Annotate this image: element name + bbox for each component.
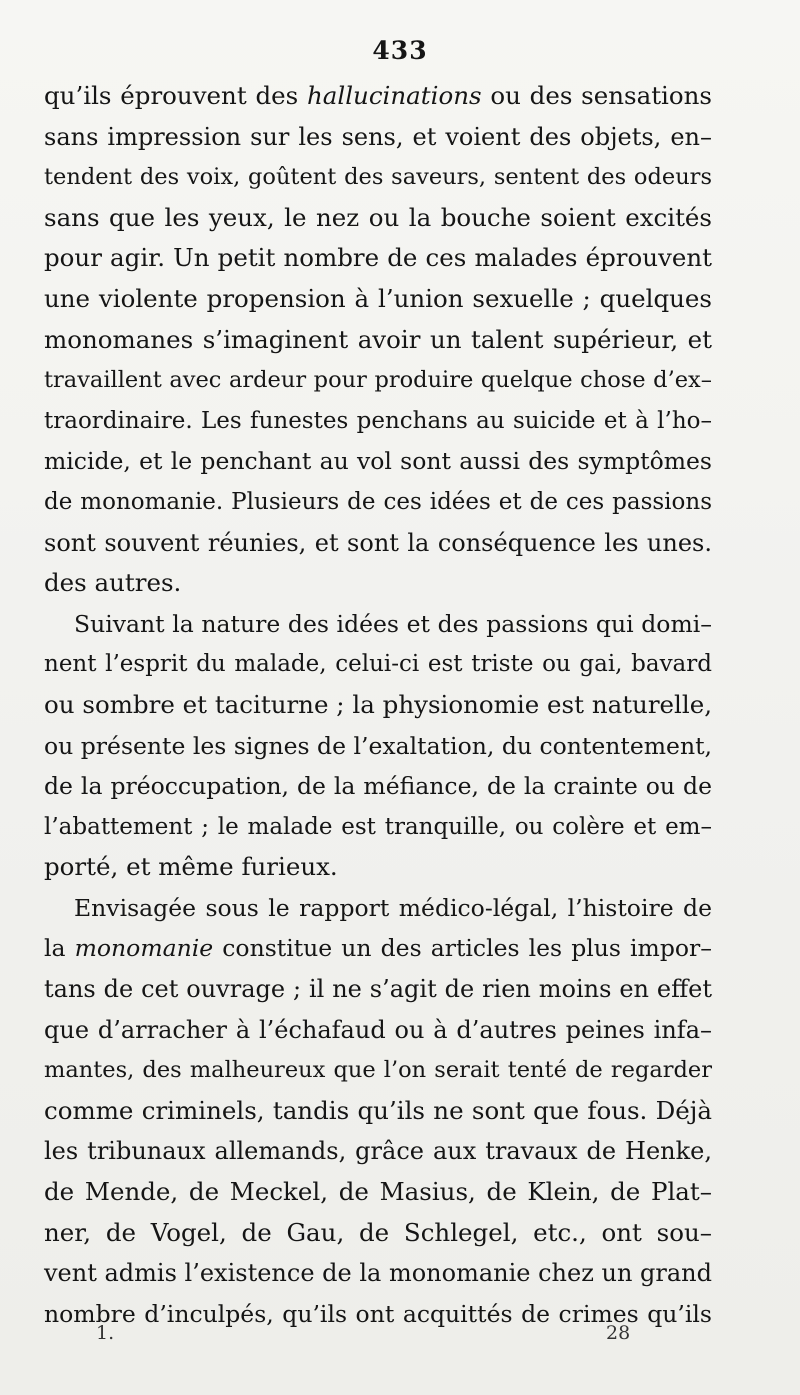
- text-line: pour agir. Un petit nombre de ces malades éprouvent: [44, 243, 712, 273]
- text-line: micide, et le penchant au vol sont aussi des symptômes: [44, 447, 712, 476]
- text-line: sans que les yeux, le nez ou la bouche soient excités: [44, 202, 712, 232]
- text-line: des autres.: [44, 568, 182, 598]
- paragraph-start-line: Envisagée sous le rapport médico-légal, l’histoire de: [74, 893, 712, 922]
- sheet-number: 28: [606, 1322, 631, 1344]
- text-line: de monomanie. Plusieurs de ces idées et de ces passions: [44, 488, 712, 515]
- text-line: les tribunaux allemands, grâce aux travaux de Henke,: [44, 1137, 712, 1166]
- text-line: comme criminels, tandis qu’ils ne sont que fous. Déjà: [44, 1095, 712, 1125]
- text-line: traordinaire. Les funestes penchans au suicide et à l’ho–: [44, 407, 712, 434]
- text-line: porté, et même furieux.: [44, 852, 338, 882]
- text-line: une violente propension à l’union sexuelle ; quelques: [44, 283, 712, 313]
- text-line: ou sombre et taciturne ; la physionomie est naturelle,: [44, 689, 712, 719]
- text-line: qu’ils éprouvent des hallucinations ou des sensations: [44, 81, 712, 110]
- text-line: tendent des voix, goûtent des saveurs, sentent des odeurs: [44, 164, 712, 191]
- text-line: de la préoccupation, de la méfiance, de la crainte ou de: [44, 772, 712, 801]
- text-line: nent l’esprit du malade, celui-ci est triste ou gai, bavard: [44, 651, 712, 678]
- page-footer: [0, 1322, 800, 1352]
- text-line: sont souvent réunies, et sont la conséquence les unes.: [44, 528, 712, 557]
- text-line: ou présente les signes de l’exaltation, du contentement,: [44, 731, 712, 760]
- text-line: de Mende, de Meckel, de Masius, de Klein, de Plat–: [44, 1177, 712, 1207]
- text-line: tans de cet ouvrage ; il ne s’agit de rien moins en effet: [44, 975, 712, 1004]
- text-line: sans impression sur les sens, et voient des objets, en–: [44, 122, 712, 151]
- body-text: [44, 76, 712, 1334]
- text-line: travaillent avec ardeur pour produire quelque chose d’ex–: [44, 367, 712, 394]
- paragraph-start-line: Suivant la nature des idées et des passions qui domi–: [74, 609, 712, 638]
- text-line: nombre d’inculpés, qu’ils ont acquittés de crimes qu’ils: [44, 1299, 712, 1328]
- text-line: la monomanie constitue un des articles les plus impor–: [44, 934, 712, 963]
- text-line: monomanes s’imaginent avoir un talent supérieur, et: [44, 324, 712, 354]
- text-line: ner, de Vogel, de Gau, de Schlegel, etc., ont sou–: [44, 1217, 712, 1247]
- italic-term: monomanie: [74, 934, 214, 963]
- italic-term: hallucinations: [306, 81, 482, 110]
- page-number: 433: [372, 36, 428, 65]
- text-line: mantes, des malheureux que l’on serait tenté de regarder: [44, 1057, 712, 1084]
- signature-mark: 1.: [96, 1322, 115, 1344]
- text-line: vent admis l’existence de la monomanie chez un grand: [44, 1259, 712, 1288]
- text-line: que d’arracher à l’échafaud ou à d’autres peines infa–: [44, 1015, 712, 1044]
- text-line: l’abattement ; le malade est tranquille, ou colère et em–: [44, 813, 712, 840]
